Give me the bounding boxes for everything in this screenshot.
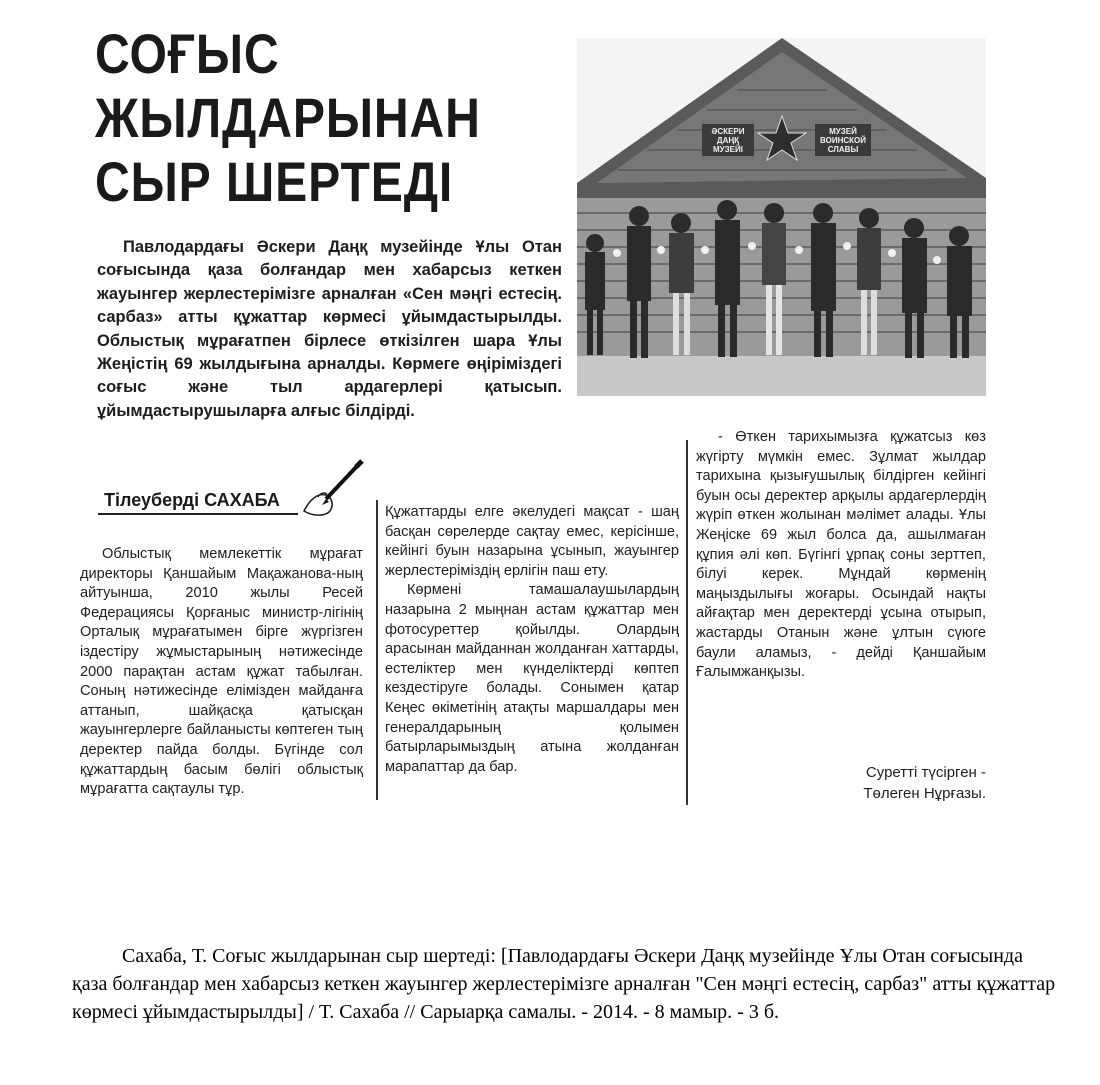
photo-sign-left-3: МУЗЕЙІ xyxy=(713,145,743,154)
photo-credit xyxy=(800,762,986,804)
photo-sign-right-1: МУЗЕЙ xyxy=(829,127,857,136)
column-2-paragraph-1: Құжаттарды елге әкелудегі мақсат - шаң басқан сөрелерде сақтау емес, керісінше, кейінгі буын назарына ұсынып, жауынгер жерлестеріміздің ерлігін паш ету. xyxy=(385,504,679,579)
article-lede: Павлодардағы Әскери Даңқ музейінде Ұлы Отан соғысында қаза болғандар мен хабарсыз кеткен жауынгер жерлестерімізге арналған «Сен мәңгі естесің. сарбаз» атты құжаттар көрмесі ұйымдастырылды. Облыстық мұрағатпен бірлесе өткізілген шара Ұлы Жеңістің 69 жылдығына арналды. Көрмеге өңіріміздегі соғыс және тыл ардагерлері қатысып. ұйымдастырушыларға алғыс білдірді. xyxy=(97,238,562,420)
headline-line-1: СОҒЫС ЖЫЛДАРЫНАН xyxy=(95,22,481,149)
article-column-1 xyxy=(80,545,363,800)
photo-credit-line-2: Төлеген Нұрғазы. xyxy=(863,785,986,802)
headline-line-2: СЫР ШЕРТЕДІ xyxy=(95,150,454,213)
byline-author: Тілеуберді САХАБА xyxy=(104,490,280,510)
museum-photo-illustration xyxy=(577,38,986,396)
article-column-2 xyxy=(385,503,679,777)
bibliographic-citation: Сахаба, Т. Соғыс жылдарынан сыр шертеді: [Павлодардағы Әскери Даңқ музейінде Ұлы Отан соғысында қаза болғандар мен хабарсыз кеткен жауынгер жерлестерімізге арналған "Сен мәңгі естесің, сарбаз" атты құжаттар көрмесі ұйымдастырылды] / Т. Сахаба // Сарыарқа самалы. - 2014. - 8 мамыр. - 3 б. xyxy=(72,945,1056,1023)
column-1-paragraph-1: Облыстық мемлекеттік мұрағат директоры Қаншайым Мақажанова-ның айтуынша, 2010 жылы Ресей Федерациясы Қорғаныс министр-лігінің Орталық мұрағатымен бірге жүргізген іздестіру жұмыстарының нәтижесінде 2000 парақтан астам құжат табылған. Соның нәтижесінде елімізден майданға аттанып, шайқасқа қатысқан жауынгерлерге байланысты көптеген тың деректер пайда болды. Бүгінде сол құжаттардың басым бөлігі облыстық мұрағатта сақтаулы тұр. xyxy=(80,546,363,798)
headline xyxy=(95,22,508,214)
article-column-3 xyxy=(696,428,986,683)
column-2-paragraph-2: Көрмені тамашалаушылардың назарына 2 мыңнан астам құжаттар мен фотосуреттер қойылды. Олардың арасынан майданнан жолданған хаттарды, естеліктер мен күнделіктерді көптеп кездестіруге болады. Сонымен қатар Кеңес өкіметінің атақты маршалдары мен генералдарының қолымен батырларымыздың атына жолданған марапаттар да бар. xyxy=(385,582,679,775)
column-divider-1 xyxy=(376,500,378,800)
photo-sign-left-2: ДАҢҚ xyxy=(716,136,740,145)
photo-sign-right-2: ВОИНСКОЙ xyxy=(820,136,866,145)
byline-rule xyxy=(98,513,298,515)
column-3-paragraph-1: - Өткен тарихымызға құжатсыз көз жүгірту мүмкін емес. Зұлмат жылдар тарихына қызығушылық білдірген кейінгі буын осы деректер арқылы ардагерлердің жүріп өткен жолынан мәлімет алады. Ұлы Жеңіске 69 жыл болса да, ашылмаған құпия әлі көп. Бүгінгі ұрпақ соны зерттеп, білуі керек. Мұндай көрменің маңыздылығы жоғары. Осындай нақты айғақтар мен деректерді ұсына отырып, жастарды Отанын және ұлтын сүюге баули аламыз, - дейді Қаншайым Ғалымжанқызы. xyxy=(696,429,986,681)
pen-icon xyxy=(296,459,366,519)
photo-sign-left-1: ӘСКЕРИ xyxy=(711,127,745,136)
photo-sign-right-3: СЛАВЫ xyxy=(827,145,859,154)
column-divider-2 xyxy=(686,440,688,805)
museum-photo xyxy=(577,38,986,396)
byline xyxy=(98,481,368,521)
photo-credit-line-1: Суретті түсірген - xyxy=(865,764,986,781)
